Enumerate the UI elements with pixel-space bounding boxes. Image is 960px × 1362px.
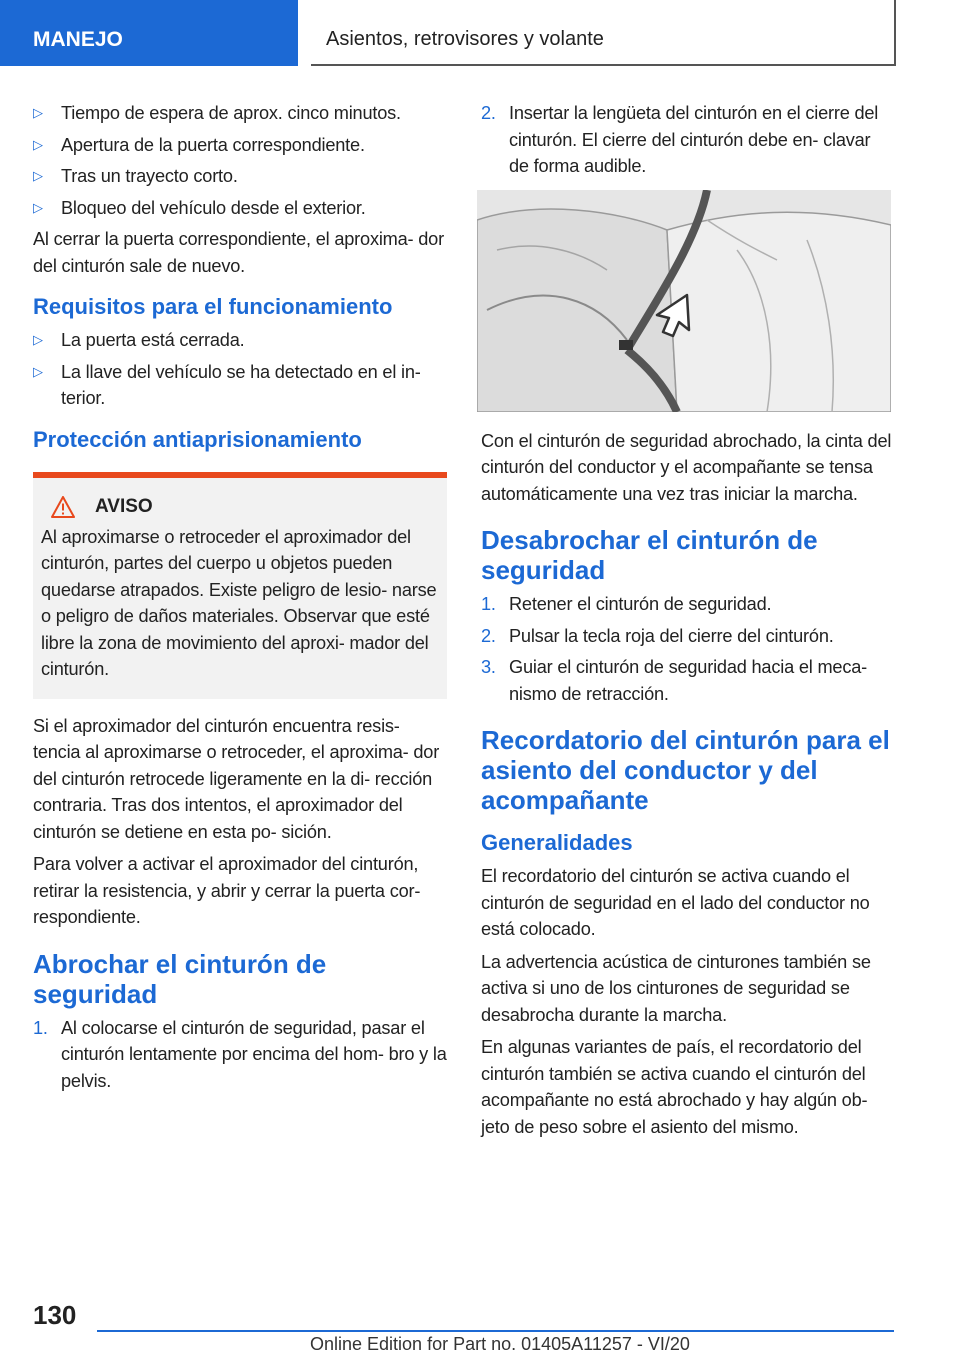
page-header: [0, 0, 960, 66]
heading-recordatorio: Recordatorio del cinturón para el asiento del conductor y del acompañante: [481, 725, 890, 815]
warning-title: AVISO: [95, 495, 153, 517]
warning-text: Al aproximarse o retroceder el aproximador del cinturón, partes del cuerpo u objetos pueden quedarse atrapados. Existe peligro de lesio- narse o peligro de daños materiales. Observar que esté libre la zona de movimiento del aproxi- mador del cinturón.: [41, 526, 437, 679]
warning-triangle-icon: [51, 496, 75, 518]
steps-unfasten: [481, 591, 893, 707]
list-item: ▷ La puerta está cerrada.: [33, 327, 447, 354]
heading-proteccion: Protección antiaprisionamiento: [33, 426, 362, 452]
list-item: 2. Pulsar la tecla roja del cierre del cinturón.: [481, 625, 834, 646]
edition-note: Online Edition for Part no. 01405A11257 - VI/20: [310, 1334, 690, 1354]
list-item: ▷ Apertura de la puerta correspondiente.: [33, 132, 447, 159]
list-item: ▷ Tiempo de espera de aprox. cinco minutos.: [33, 100, 447, 127]
triangle-right-icon: ▷: [33, 136, 43, 152]
list-item: ▷ La llave del vehículo se ha detectado en el in- terior.: [33, 359, 447, 412]
list-item: 2. Insertar la lengüeta del cinturón en el cierre del cinturón. El cierre del cinturón debe en- clavar de forma audible.: [481, 103, 879, 176]
right-column: [481, 100, 893, 1146]
chapter-title: Asientos, retrovisores y volante: [311, 0, 896, 66]
list-item: 1. Retener el cinturón de seguridad.: [481, 594, 772, 614]
bullet-list-conditions: [33, 100, 447, 221]
bullet-list-requirements: [33, 327, 447, 412]
paragraph: Al cerrar la puerta correspondiente, el aproxima- dor del cinturón sale de nuevo.: [33, 229, 444, 276]
heading-abrochar: Abrochar el cinturón de seguridad: [33, 948, 327, 1009]
triangle-right-icon: ▷: [33, 332, 43, 347]
seat-image: [477, 190, 891, 412]
paragraph: La advertencia acústica de cinturones también se activa si uno de los cinturones de seguridad se desabrocha durante la marcha.: [481, 951, 871, 1025]
paragraph: Para volver a activar el aproximador del cinturón, retirar la resistencia, y abrir y cerrar la puerta cor- respondiente.: [33, 854, 421, 927]
list-item: 3. Guiar el cinturón de seguridad hacia el meca- nismo de retracción.: [481, 657, 867, 704]
triangle-right-icon: ▷: [33, 363, 43, 379]
paragraph: Si el aproximador del cinturón encuentra resis- tencia al aproximarse o retroceder, el aproxima- dor del cinturón retrocede ligeramente en la di- rección contraria. Tras dos intentos, el aproximador del cinturón se detiene en esta po- sición.: [33, 715, 440, 842]
list-item: ▷ Bloqueo del vehículo desde el exterior.: [33, 195, 447, 222]
warning-header: [41, 496, 439, 518]
triangle-right-icon: ▷: [33, 168, 43, 183]
heading-desabrochar: Desabrochar el cinturón de seguridad: [481, 525, 818, 585]
page-number: 130: [33, 1300, 77, 1330]
triangle-right-icon: ▷: [33, 199, 43, 215]
paragraph: En algunas variantes de país, el recordatorio del cinturón también se activa cuando el cinturón del acompañante no está abrochado y hay algún ob- jeto de peso sobre el asiento del mismo.: [481, 1037, 868, 1137]
triangle-right-icon: ▷: [33, 105, 43, 120]
section-tab: MANEJO: [0, 0, 298, 66]
steps-fasten-part2: [481, 100, 893, 180]
list-item: 1. Al colocarse el cinturón de seguridad, pasar el cinturón lentamente por encima del hom- bro y la pelvis.: [33, 1017, 447, 1091]
paragraph: El recordatorio del cinturón se activa cuando el cinturón de seguridad en el lado del conductor no está colocado.: [481, 866, 870, 939]
steps-fasten-part1: [33, 1015, 447, 1095]
paragraph: Con el cinturón de seguridad abrochado, la cinta del cinturón del conductor y el acompañante se tensa automáticamente una vez tras iniciar la marcha.: [481, 430, 892, 504]
list-item: ▷ Tras un trayecto corto.: [33, 163, 447, 190]
warning-box: [33, 472, 447, 699]
heading-requisitos: Requisitos para el funcionamiento: [33, 294, 393, 319]
heading-generalidades: Generalidades: [481, 830, 633, 855]
footer-divider: [97, 1330, 894, 1332]
left-column: [33, 100, 447, 1099]
seatbelt-illustration: [477, 190, 891, 412]
